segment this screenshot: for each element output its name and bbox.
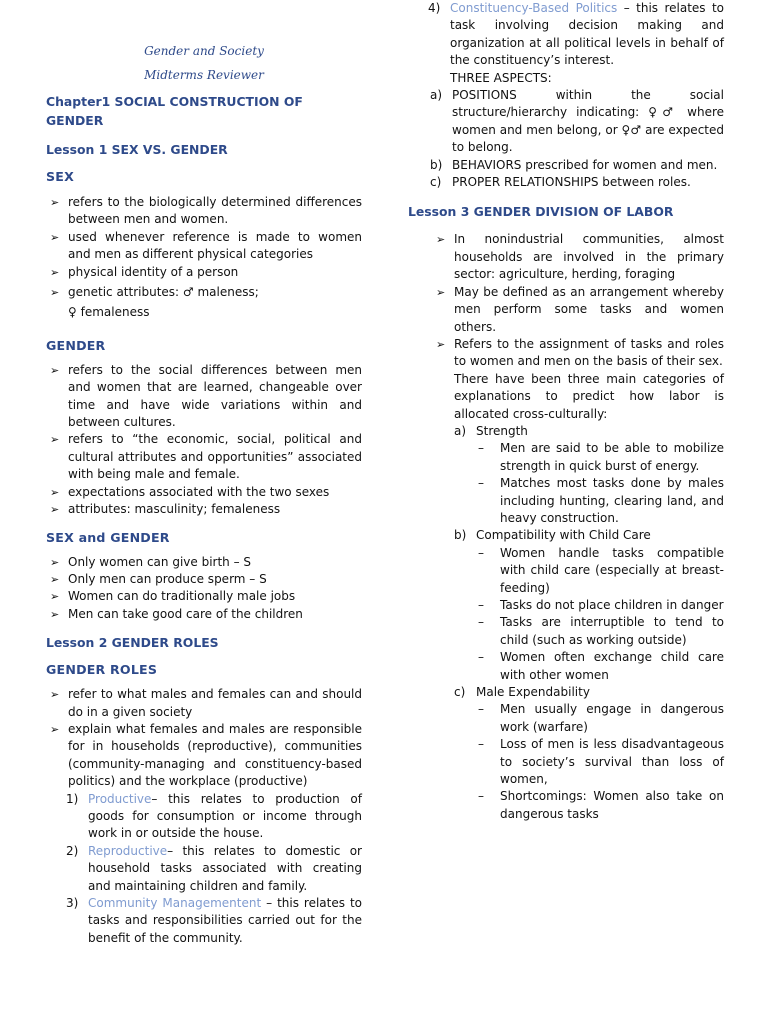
gender-heading: GENDER <box>46 337 106 353</box>
list-item: ➢ Only men can produce sperm – S <box>68 571 362 588</box>
role-item-community-management: 3) Community Managementent – this relates to tasks and responsibilities carried out for the benefit of the community. <box>66 896 362 945</box>
list-item: ➢ Men can take good care of the children <box>68 606 362 623</box>
sex-trailing-text: ♀ femaleness <box>68 305 150 320</box>
arrow-bullet-icon: ➢ <box>50 503 60 517</box>
list-item: ➢ May be defined as an arrangement whereby men perform some tasks and women others. <box>436 284 724 334</box>
lesson1-heading: Lesson 1 SEX VS. GENDER <box>46 142 228 157</box>
gender-roles-heading: GENDER ROLES <box>46 662 158 678</box>
role-item-reproductive: 2) Reproductive– this relates to domestic or household tasks associated with creating and maintaining children and family. <box>66 843 362 893</box>
category-point: – Men usually engage in dangerous work (warfare) <box>478 702 724 734</box>
aspect-item: c) PROPER RELATIONSHIPS between roles. <box>430 175 691 190</box>
arrow-bullet-icon: ➢ <box>436 285 446 299</box>
arrow-bullet-icon: ➢ <box>50 265 60 279</box>
gender-list <box>46 362 362 519</box>
category-point: – Women often exchange child care with other women <box>478 650 724 682</box>
category-point: – Tasks do not place children in danger <box>478 598 724 612</box>
sex-and-gender-list <box>46 554 362 624</box>
lesson2-heading: Lesson 2 GENDER ROLES <box>46 635 219 651</box>
list-item: ➢ In nonindustrial communities, almost households are involved in the primary sector: agriculture, herding, foraging <box>436 232 724 282</box>
arrow-bullet-icon: ➢ <box>50 688 60 702</box>
gender-roles-list <box>46 686 362 790</box>
arrow-bullet-icon: ➢ <box>50 572 60 586</box>
document-title: Gender and Society <box>144 44 264 58</box>
list-item: ➢ used whenever reference is made to women and men as different physical categories <box>50 229 362 262</box>
arrow-bullet-icon: ➢ <box>436 233 446 247</box>
labor-list <box>408 231 724 370</box>
list-item: ➢ refers to the social differences between men and women that are learned, changeable over time and have wide variations within and between cultures. <box>50 362 362 430</box>
list-item: ➢ refer to what males and females can and should do in a given society <box>50 687 362 719</box>
arrow-bullet-icon: ➢ <box>50 555 60 569</box>
aspect-item: b) BEHAVIORS prescribed for women and men. <box>430 157 718 172</box>
arrow-bullet-icon: ➢ <box>50 230 60 244</box>
arrow-bullet-icon: ➢ <box>50 196 60 209</box>
lesson3-heading: Lesson 3 GENDER DIVISION OF LABOR <box>408 204 674 220</box>
arrow-bullet-icon: ➢ <box>50 607 60 621</box>
labor-paragraph: There have been three main categories of explanations to predict how labor is allocated cross-culturally: <box>454 371 724 421</box>
arrow-bullet-icon: ➢ <box>50 363 60 377</box>
right-column <box>408 0 724 823</box>
sex-heading: SEX <box>46 169 74 184</box>
list-item: ➢ Only women can give birth – S <box>68 554 362 571</box>
arrow-bullet-icon: ➢ <box>436 337 446 351</box>
list-item: ➢ refers to the biologically determined differences between men and women. <box>50 195 362 227</box>
list-item: ➢ refers to “the economic, social, political and cultural attributes and opportunities” associated with being male and female. <box>50 432 362 482</box>
category-point: – Women handle tasks compatible with child care (especially at breast-feeding) <box>478 545 724 595</box>
sex-and-gender-heading: SEX and GENDER <box>46 529 170 545</box>
arrow-bullet-icon: ➢ <box>50 433 60 447</box>
document-subtitle: Midterms Reviewer <box>144 68 264 82</box>
aspect-item: a) POSITIONS within the social structure/hierarchy indicating: ♀♂ where women and men belong, or ♀♂ are expected to belong. <box>430 88 724 155</box>
category-point: – Matches most tasks done by males including hunting, clearing land, and heavy construction. <box>478 476 724 525</box>
arrow-bullet-icon: ➢ <box>50 590 60 604</box>
role-item-productive: 1) Productive– this relates to production of goods for consumption or income through work in or outside the house. <box>66 791 362 841</box>
list-item: ➢ attributes: masculinity; femaleness <box>68 501 362 518</box>
arrow-bullet-icon: ➢ <box>50 485 60 499</box>
list-item: ➢ genetic attributes: ♂ maleness; <box>68 284 362 301</box>
category-point: – Men are said to be able to mobilize strength in quick burst of energy. <box>478 441 724 473</box>
category-point: – Shortcomings: Women also take on dangerous tasks <box>478 789 724 821</box>
category-child-care: b) Compatibility with Child Care <box>454 528 651 543</box>
arrow-bullet-icon: ➢ <box>50 722 60 736</box>
list-item: ➢ explain what females and males are responsible for in households (reproductive), communities (community-managing and constituency-based politics) and the workplace (productive) <box>50 721 362 789</box>
role-item-constituency-politics: 4) Constituency-Based Politics – this relates to task involving decision making and organization at all political levels in behalf of the constituency’s interest. <box>428 1 724 68</box>
list-item: ➢ Refers to the assignment of tasks and roles to women and men on the basis of their sex. <box>436 336 724 369</box>
chapter-heading: Chapter1 SOCIAL CONSTRUCTION OF GENDER <box>46 94 303 128</box>
list-item: ➢ Women can do traditionally male jobs <box>68 588 362 605</box>
left-column <box>46 0 362 947</box>
three-aspects-label: THREE ASPECTS: <box>450 70 552 85</box>
sex-list <box>46 194 362 301</box>
arrow-bullet-icon: ➢ <box>50 286 60 300</box>
list-item: ➢ expectations associated with the two sexes <box>68 484 362 501</box>
category-point: – Loss of men is less disadvantageous to society’s survival than loss of women, <box>478 737 724 787</box>
category-male-expendability: c) Male Expendability <box>454 685 590 700</box>
category-strength: a) Strength <box>454 423 528 438</box>
list-item: ➢ physical identity of a person <box>68 264 362 281</box>
category-point: – Tasks are interruptible to tend to child (such as working outside) <box>478 615 724 647</box>
